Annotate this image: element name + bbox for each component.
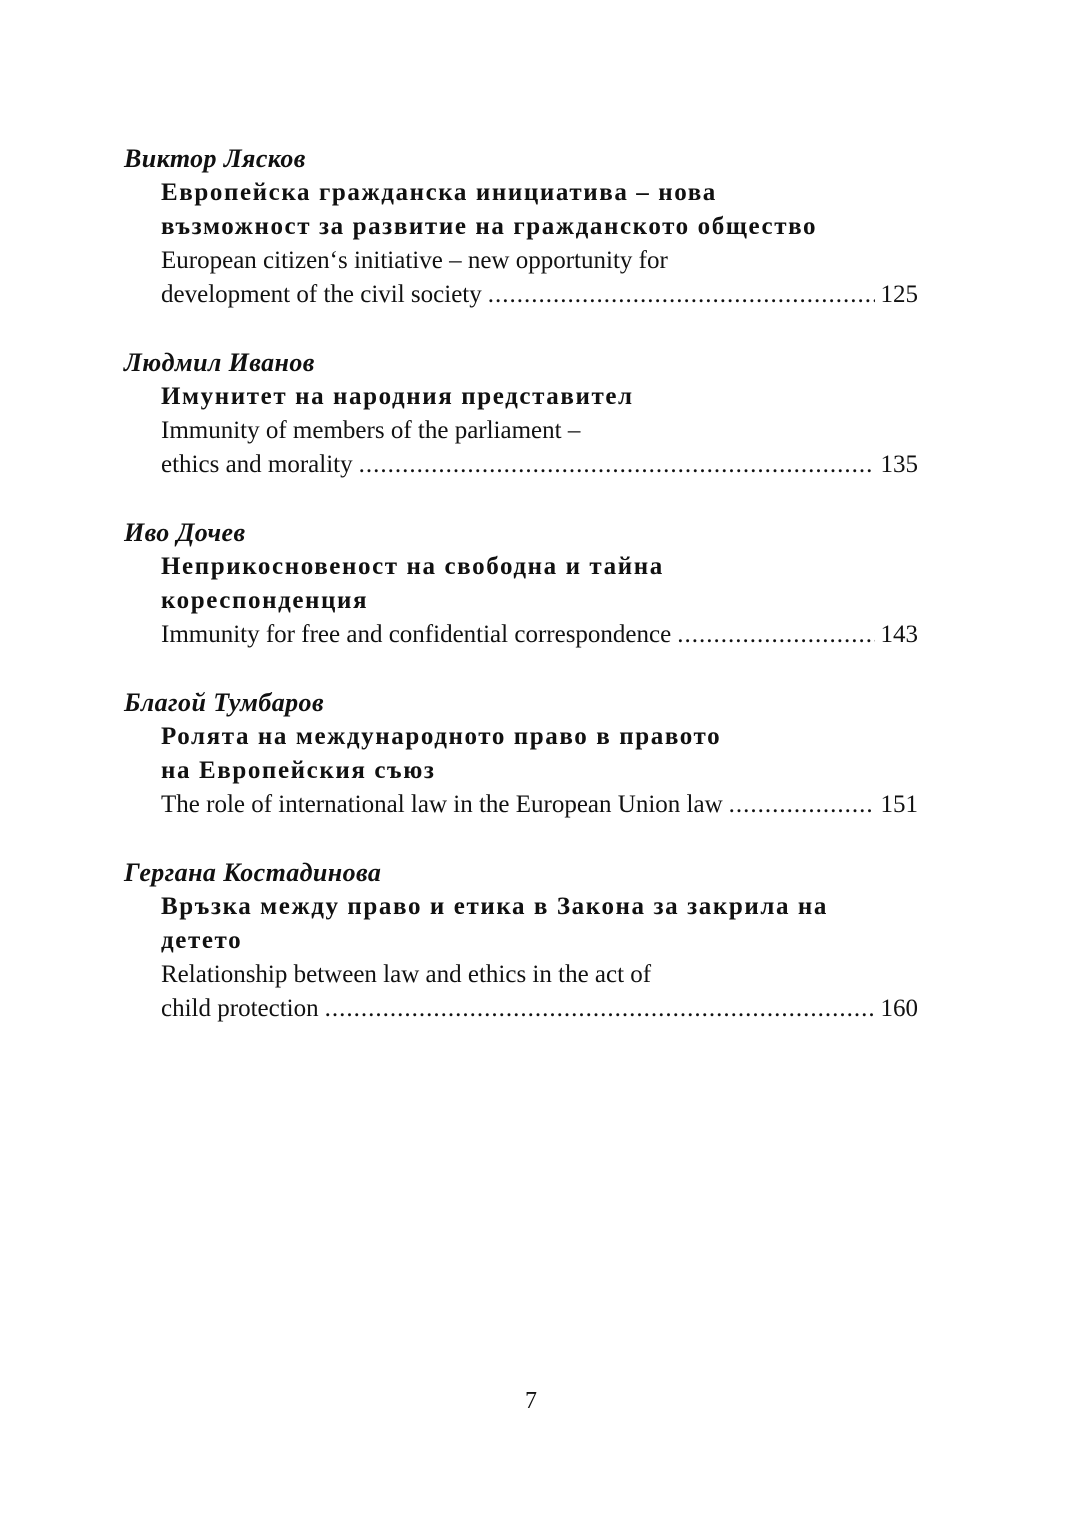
title-bg: на Европейския съюз <box>161 757 436 784</box>
dot-leader <box>488 278 875 312</box>
toc-line[interactable] <box>161 788 918 822</box>
dot-leader <box>677 618 874 652</box>
title-en-last: ethics and morality <box>161 451 353 478</box>
title-bg: възможност за развитие на гражданското общество <box>161 213 818 240</box>
title-bg: кореспонденция <box>161 587 369 614</box>
page-number: 7 <box>525 1388 537 1414</box>
title-en: Immunity of members of the parliament – <box>161 417 581 444</box>
toc-line[interactable] <box>161 618 918 652</box>
table-of-contents <box>124 142 918 1060</box>
author-name: Виктор Лясков <box>124 144 306 173</box>
author-name: Иво Дочев <box>124 518 246 547</box>
toc-entry <box>124 516 918 652</box>
title-en: Relationship between law and ethics in the act of <box>161 961 652 988</box>
title-bg: Имунитет на народния представител <box>161 383 634 410</box>
toc-line[interactable] <box>161 278 918 312</box>
author-name: Благой Тумбаров <box>124 688 324 717</box>
title-bg: Ролята на международното право в правото <box>161 723 722 750</box>
toc-entry <box>124 856 918 1026</box>
page-ref: 151 <box>880 791 918 818</box>
toc-entry <box>124 142 918 312</box>
title-bg: Връзка между право и етика в Закона за закрила на <box>161 893 829 920</box>
dot-leader <box>325 992 875 1026</box>
title-bg: детето <box>161 927 243 954</box>
toc-line[interactable] <box>161 992 918 1026</box>
page-ref: 135 <box>880 451 918 478</box>
page-ref: 160 <box>880 995 918 1022</box>
title-en-last: child protection <box>161 995 319 1022</box>
toc-line[interactable] <box>161 448 918 482</box>
page-ref: 143 <box>880 621 918 648</box>
title-en: European citizen‘s initiative – new opportunity for <box>161 247 668 274</box>
author-name: Гергана Костадинова <box>124 858 382 887</box>
title-bg: Европейска гражданска инициатива – нова <box>161 179 717 206</box>
title-en-last: Immunity for free and confidential correspondence <box>161 621 672 648</box>
title-bg: Неприкосновеност на свободна и тайна <box>161 553 664 580</box>
title-en-last: development of the civil society <box>161 281 482 308</box>
toc-entry <box>124 686 918 822</box>
author-name: Людмил Иванов <box>124 348 315 377</box>
page-ref: 125 <box>880 281 918 308</box>
dot-leader <box>359 448 875 482</box>
title-en-last: The role of international law in the European Union law <box>161 791 723 818</box>
dot-leader <box>729 788 875 822</box>
toc-entry <box>124 346 918 482</box>
